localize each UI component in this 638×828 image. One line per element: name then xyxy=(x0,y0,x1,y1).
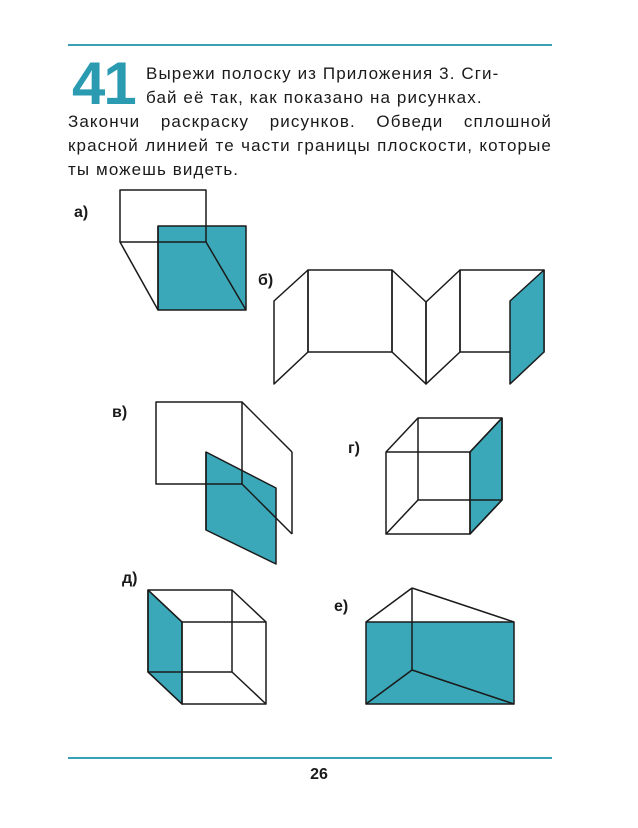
figure-e-left-roof xyxy=(366,588,412,622)
figure-b-shaded-panel xyxy=(510,270,544,384)
figure-g-edge-1 xyxy=(386,418,418,452)
figure-d-shaded-panel xyxy=(148,590,182,704)
figure-label-g: г) xyxy=(348,440,360,457)
figure-label-e: е) xyxy=(334,598,349,615)
figure-v-top-edge xyxy=(242,402,292,452)
figure-d-edge-2 xyxy=(232,672,266,704)
figure-b-middle-panel xyxy=(308,270,392,352)
figure-b-fold-left xyxy=(392,270,426,384)
figure-label-b: б) xyxy=(258,272,274,289)
figure-label-d: д) xyxy=(122,570,138,587)
figure-g xyxy=(386,418,502,534)
figure-b-left-panel xyxy=(274,270,308,384)
figure-b xyxy=(274,270,544,384)
figure-label-v: в) xyxy=(112,404,128,421)
task-number: 41 xyxy=(72,50,135,117)
figure-v xyxy=(156,402,292,564)
figure-d xyxy=(148,590,266,704)
task-text-line1: Вырежи полоску из Приложения 3. Сги- xyxy=(146,64,500,83)
figure-label-a: а) xyxy=(74,204,89,221)
figure-g-edge-3 xyxy=(386,500,418,534)
figure-e xyxy=(366,588,514,704)
figure-a xyxy=(120,190,246,310)
figure-b-fold-right xyxy=(426,270,460,384)
task-text-line2: бай её так, как показано на рисунках. xyxy=(146,88,483,107)
bottom-rule xyxy=(68,757,552,759)
task-text-rest: Закончи раскраску рисунков. Обведи сплошной красной линией те части границы плоскости, которые ты можешь видеть. xyxy=(68,112,552,179)
figure-d-edge-1 xyxy=(232,590,266,622)
figure-a-shaded-panel xyxy=(158,226,246,310)
figure-a-fold xyxy=(120,242,158,310)
page-number: 26 xyxy=(310,766,328,783)
figure-e-right-roof xyxy=(412,588,514,622)
figure-e-shaded-panel xyxy=(366,622,514,704)
